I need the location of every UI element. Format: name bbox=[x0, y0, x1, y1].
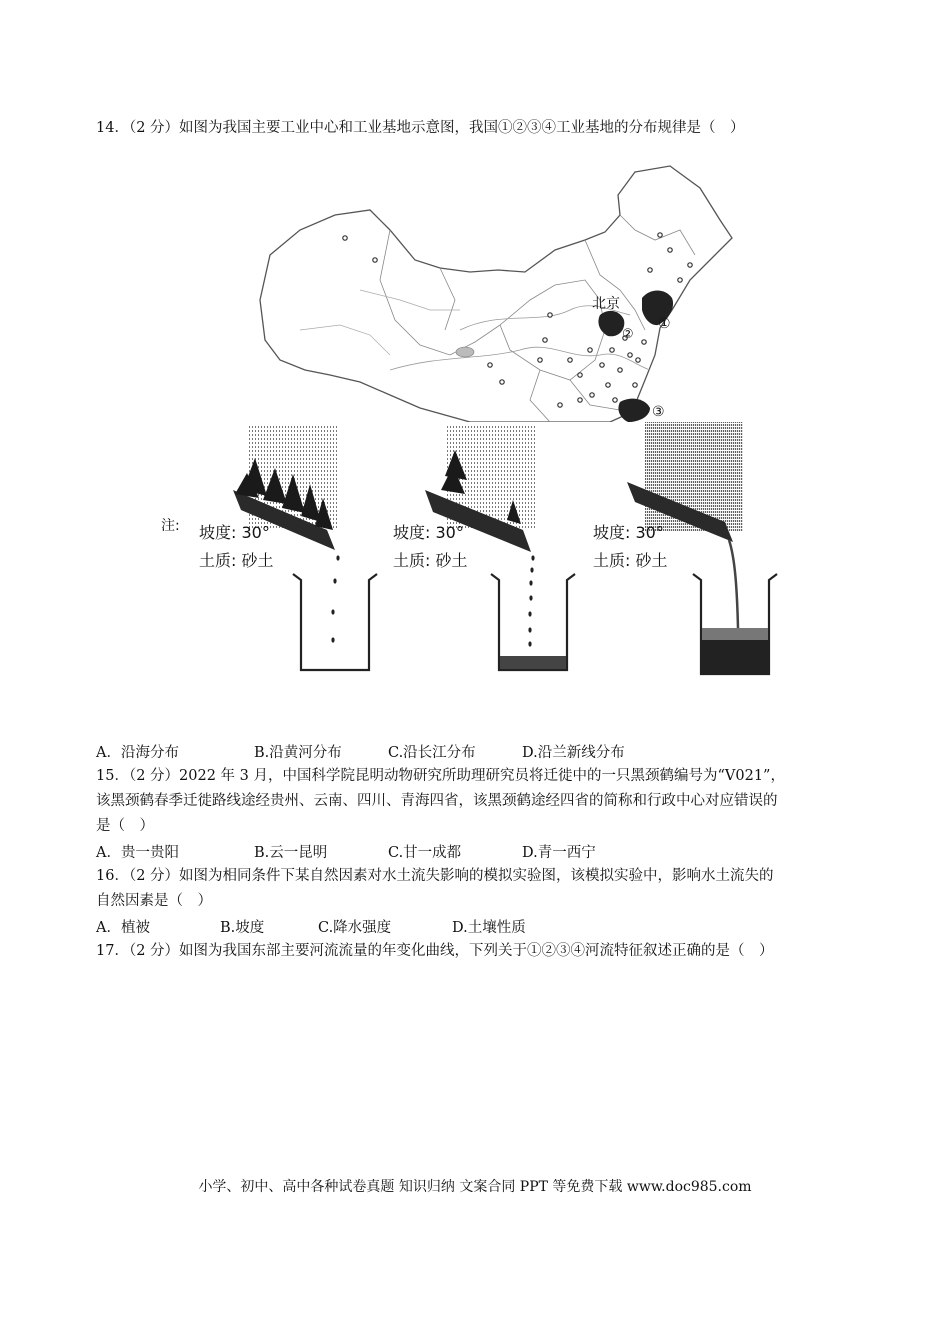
panel-1-slope: 坡度: 30° bbox=[199, 523, 270, 542]
experiment-panel-3 bbox=[627, 422, 777, 674]
q17-stem: 17．（2 分）如图为我国东部主要河流流量的年变化曲线，下列关于①②③④河流特征叙述正确的是（ ） bbox=[96, 943, 774, 959]
experiment-note: 注: bbox=[161, 518, 180, 534]
q15-option-d[interactable]: D.青一西宁 bbox=[522, 845, 596, 861]
industry-map bbox=[240, 160, 780, 422]
experiment-panel-1 bbox=[233, 424, 377, 670]
panel-1-soil: 土质: 砂土 bbox=[199, 551, 274, 570]
panel-2-soil: 土质: 砂土 bbox=[393, 551, 468, 570]
q15-option-a[interactable]: A．贵一贵阳 bbox=[96, 845, 179, 861]
q15-stem-line-3: 是（ ） bbox=[96, 818, 154, 834]
page-footer: 小学、初中、高中各种试卷真题 知识归纳 文案合同 PPT 等免费下载 www.doc985.com bbox=[198, 1179, 752, 1195]
q15-options bbox=[96, 841, 596, 862]
q14-option-c[interactable]: C.沿长江分布 bbox=[388, 745, 476, 761]
erosion-experiment bbox=[155, 418, 785, 683]
q15-option-c[interactable]: C.甘一成都 bbox=[388, 845, 462, 861]
q16-stem-line-2: 自然因素是（ ） bbox=[96, 893, 212, 909]
q16-option-b[interactable]: B.坡度 bbox=[220, 920, 265, 936]
q14-option-d[interactable]: D.沿兰新线分布 bbox=[522, 745, 625, 761]
q14-option-a[interactable]: A．沿海分布 bbox=[96, 745, 179, 761]
q16-options bbox=[96, 916, 526, 937]
panel-3-soil: 土质: 砂土 bbox=[593, 551, 668, 570]
q16-option-a[interactable]: A．植被 bbox=[96, 920, 150, 936]
q14-option-b[interactable]: B.沿黄河分布 bbox=[254, 745, 342, 761]
q14-options bbox=[96, 741, 625, 762]
q16-option-c[interactable]: C.降水强度 bbox=[318, 920, 392, 936]
q15-option-b[interactable]: B.云一昆明 bbox=[254, 845, 328, 861]
experiment-panel-2 bbox=[425, 424, 575, 670]
map-label-1: ① bbox=[658, 316, 671, 332]
q16-option-d[interactable]: D.土壤性质 bbox=[452, 920, 526, 936]
q15-stem-line-2: 该黑颈鹤春季迁徙路线途经贵州、云南、四川、青海四省，该黑颈鹤途经四省的简称和行政中心对应错误的 bbox=[96, 793, 778, 809]
panel-3-slope: 坡度: 30° bbox=[593, 523, 664, 542]
map-label-beijing: 北京 bbox=[592, 296, 620, 312]
map-label-3: ③ bbox=[652, 404, 665, 420]
panel-2-slope: 坡度: 30° bbox=[393, 523, 464, 542]
q15-stem-line-1: 15．（2 分）2022 年 3 月，中国科学院昆明动物研究所助理研究员将迁徙中的一只黑颈鹤编号为“V021”， bbox=[96, 768, 785, 784]
q14-stem: 14．（2 分）如图为我国主要工业中心和工业基地示意图，我国①②③④工业基地的分布规律是（ ） bbox=[96, 120, 745, 136]
map-label-2: ② bbox=[622, 327, 634, 342]
q16-stem-line-1: 16．（2 分）如图为相同条件下某自然因素对水土流失影响的模拟实验图，该模拟实验中，影响水土流失的 bbox=[96, 868, 774, 884]
